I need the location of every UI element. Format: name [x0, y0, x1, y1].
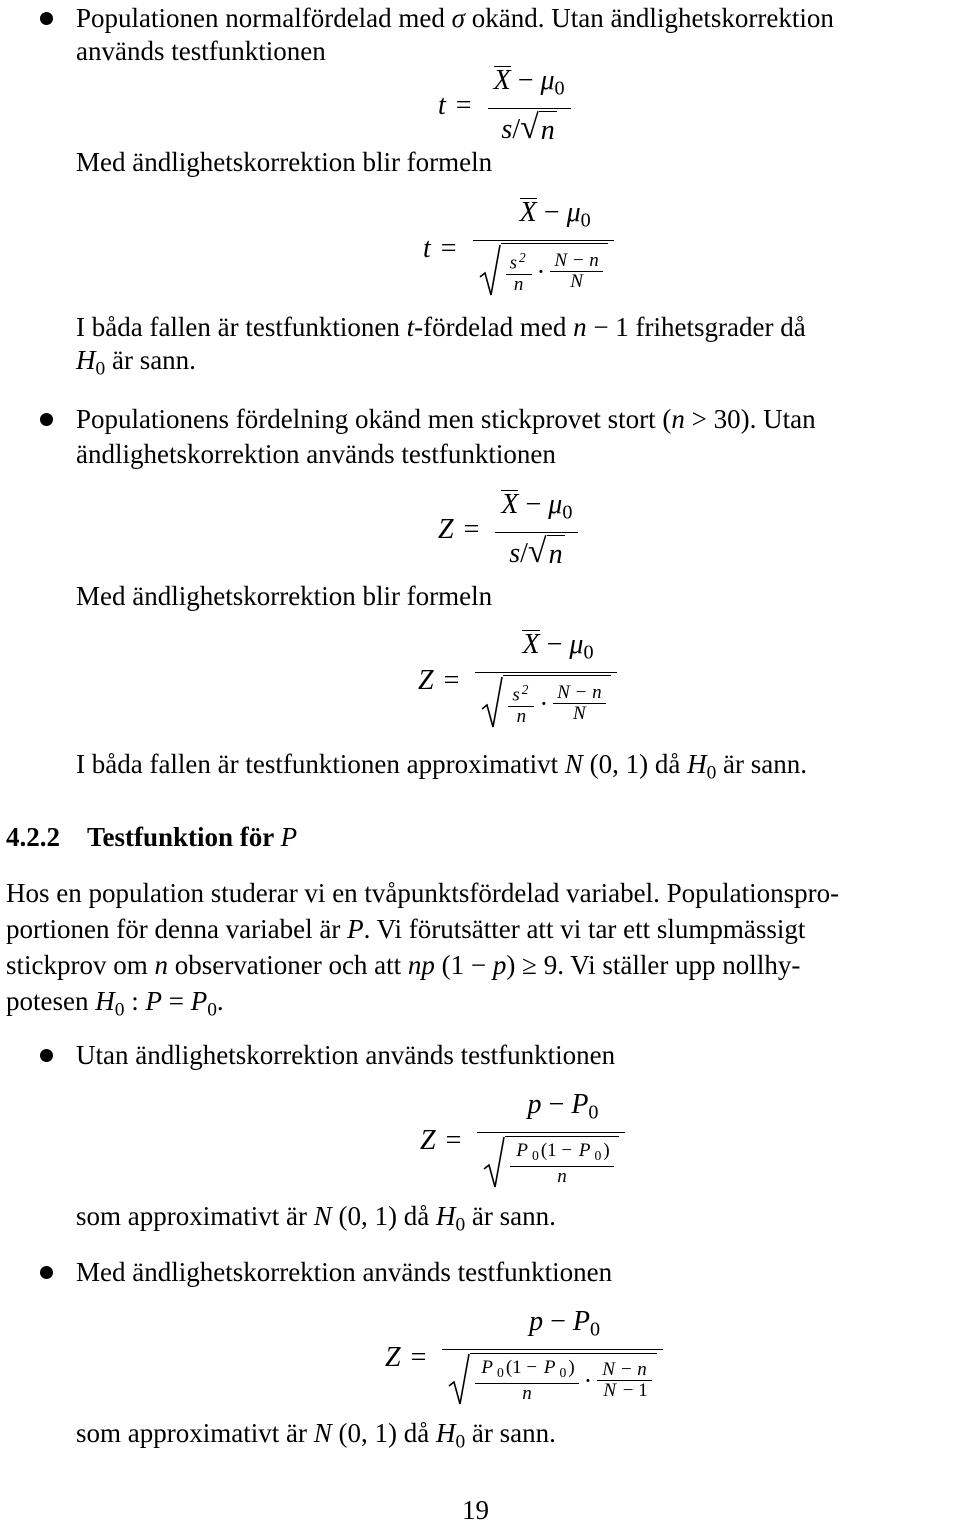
conclusion2: I båda fallen är testfunktionen approximativt N (0, 1) då $H_0$ är sann.: [76, 749, 808, 784]
conclusion1-line1: I båda fallen är testfunktionen t-fördelad med n − 1 frihetsgrader då: [76, 312, 806, 342]
sqrt-icon: [483, 1135, 505, 1193]
bullet2-line1: Populationens fördelning okänd men stickprovet stort (n > 30). Utan: [76, 404, 816, 434]
sqrt-icon: [448, 1352, 470, 1410]
bullet1-line1: Populationen normalfördelad med σ okänd. Utan ändlighetskorrektion: [76, 3, 834, 33]
section-heading: 4.2.2 Testfunktion för P: [6, 822, 298, 852]
conclusion1-line2: $H_0$ är sann.: [76, 345, 196, 380]
para-line1: Hos en population studerar vi en tvåpunktsfördelad variabel. Populationspro-: [6, 878, 840, 908]
formula-p: Z = $p - P_0$ P $_0$ (1 − P $_0$ ) n: [420, 1088, 625, 1193]
conclusion4: som approximativt är N (0, 1) då $H_0$ är sann.: [76, 1418, 556, 1453]
korr-intro-2: Med ändlighetskorrektion blir formeln: [76, 581, 493, 611]
bullet-icon: [40, 413, 53, 426]
bullet-icon: [40, 1266, 53, 1279]
formula-p-korr: Z = $p - P_0$ P $_0$ (1 − P $_0$ ) n · N − n N − 1: [385, 1305, 663, 1410]
formula-z: Z = $X - \mu_0$ s / √ n: [438, 488, 578, 572]
bullet-icon: [40, 1049, 53, 1062]
sqrt-icon: [481, 675, 503, 733]
sqrt-icon: [479, 243, 501, 301]
page-number: 19: [462, 1495, 489, 1525]
bullet2-line2: ändlighetskorrektion används testfunktionen: [76, 439, 556, 469]
conclusion3: som approximativt är N (0, 1) då $H_0$ är sann.: [76, 1201, 556, 1236]
para-line2: portionen för denna variabel är P. Vi förutsätter att vi tar ett slumpmässigt: [6, 914, 806, 944]
para-line4: potesen $H_0$ : $P = P_0$.: [6, 986, 224, 1021]
para-line3: stickprov om n observationer och att np (1 − p) ≥ 9. Vi ställer upp nollhy-: [6, 950, 801, 980]
korr-intro-1: Med ändlighetskorrektion blir formeln: [76, 147, 493, 177]
bullet1-line2: används testfunktionen: [76, 36, 326, 66]
formula-z-korr: Z = $X - \mu_0$ s $^2$ n · N − n N: [418, 628, 617, 733]
formula-t: t = $X - \mu_0$ s / √ n: [438, 64, 571, 148]
formula-t-korr: t = $X - \mu_0$ s $^2$ n · N − n N: [423, 196, 614, 301]
bullet-icon: [40, 12, 53, 25]
bullet4-text: Med ändlighetskorrektion används testfunktionen: [76, 1257, 613, 1287]
bullet3-text: Utan ändlighetskorrektion används testfunktionen: [76, 1040, 616, 1070]
